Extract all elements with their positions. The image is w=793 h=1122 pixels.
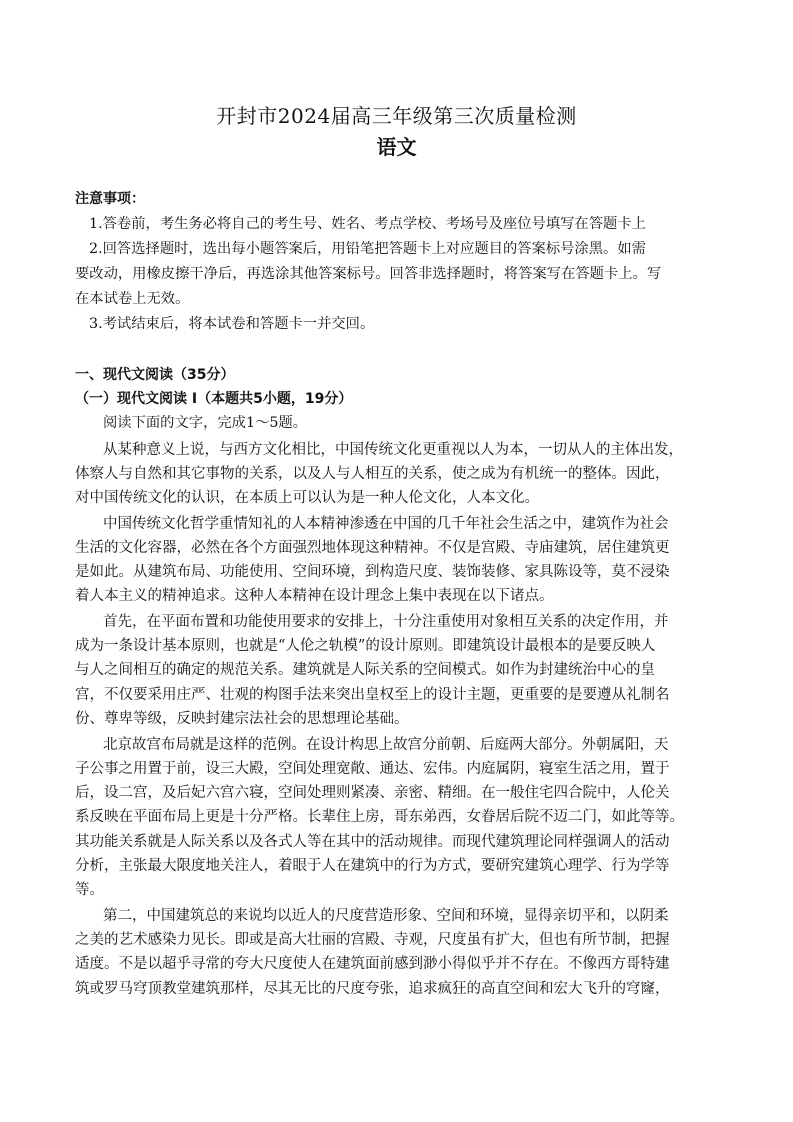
passage-line: 适度。不是以超乎寻常的夸大尺度使人在建筑面前感到渺小得似乎并不存在。不像西方哥特建 xyxy=(75,956,670,972)
notice-item-2-line-3: 在本试卷上无效。 xyxy=(75,291,190,307)
passage-line: 等。 xyxy=(75,882,104,898)
passage-line: 其功能关系就是人际关系以及各式人等在其中的活动规律。而现代建筑理论同样强调人的活动 xyxy=(75,834,670,850)
passage-line: 首先，在平面布置和功能使用要求的安排上，十分注重使用对象相互关系的决定作用，并 xyxy=(103,614,669,630)
passage-line: 体察人与自然和其它事物的关系，以及人与人相互的关系，使之成为有机统一的整体。因此， xyxy=(75,466,670,482)
reading-instruction: 阅读下面的文字，完成1～5题。 xyxy=(103,415,308,431)
passage-line: 对中国传统文化的认识，在本质上可以认为是一种人伦文化，人本文化。 xyxy=(75,490,539,506)
passage-line: 子公事之用置于前，设三大殿，空间处理宽敞、通达、宏伟。内庭属阴，寝室生活之用，置于 xyxy=(75,761,670,777)
passage-line: 中国传统文化哲学重情知礼的人本精神渗透在中国的几千年社会生活之中，建筑作为社会 xyxy=(103,516,669,532)
passage-line: 筑或罗马穹顶教堂建筑那样，尽其无比的尺度夸张，追求疯狂的高直空间和宏大飞升的穹窿， xyxy=(75,981,670,997)
passage-line: 份、尊卑等级，反映封建宗法社会的思想理论基础。 xyxy=(75,711,409,727)
passage-line: 着人本主义的精神追求。这种人本精神在设计理念上集中表现在以下诸点。 xyxy=(75,588,554,604)
notice-item-3: 3.考试结束后，将本试卷和答题卡一并交回。 xyxy=(89,316,375,332)
passage-line: 分析，主张最大限度地关注人，着眼于人在建筑中的行为方式，要研究建筑心理学、行为学等 xyxy=(75,858,670,874)
notice-item-1: 1.答卷前，考生务必将自己的考生号、姓名、考点学校、考场号及座位号填写在答题卡上 xyxy=(89,216,646,232)
passage-line: 宫，不仅要采用庄严、壮观的构图手法来突出皇权至上的设计主题，更重要的是要遵从礼制名 xyxy=(75,687,670,703)
passage-line: 第二，中国建筑总的来说均以近人的尺度营造形象、空间和环境，显得亲切平和，以阴柔 xyxy=(103,908,669,924)
notice-item-2-line-2: 要改动，用橡皮擦干净后，再选涂其他答案标号。回答非选择题时，将答案写在答题卡上。写 xyxy=(75,266,662,282)
passage-line: 系反映在平面布局上更是十分严格。长辈住上房，哥东弟西，女眷居后院不迈二门，如此等等。 xyxy=(75,809,684,825)
passage-line: 后，设二宫，及后妃六宫六寝，空间处理则紧凑、亲密、精细。在一般住宅四合院中，人伦关 xyxy=(75,785,670,801)
passage-line: 生活的文化容器，必然在各个方面强烈地体现这种精神。不仅是宫殿、寺庙建筑，居住建筑更 xyxy=(75,540,670,556)
subsection-heading: （一）现代文阅读 I（本题共5小题，19分） xyxy=(75,391,353,407)
section-heading: 一、现代文阅读（35分） xyxy=(75,367,235,383)
passage-line: 从某种意义上说，与西方文化相比，中国传统文化更重视以人为本，一切从人的主体出发， xyxy=(103,442,683,458)
notice-heading: 注意事项： xyxy=(75,191,145,207)
passage-line: 成为一条设计基本原则，也就是“人伦之轨模”的设计原则。即建筑设计最根本的是要反映人 xyxy=(75,638,656,654)
exam-title: 开封市2024届高三年级第三次质量检测 xyxy=(216,104,577,128)
subject-title: 语文 xyxy=(376,135,417,159)
passage-line: 之美的艺术感染力见长。即或是高大壮丽的宫殿、寺观，尺度虽有扩大，但也有所节制，把握 xyxy=(75,932,670,948)
passage-line: 北京故宫布局就是这样的范例。在设计构思上故宫分前朝、后庭两大部分。外朝属阳，天 xyxy=(103,737,669,753)
passage-line: 是如此。从建筑布局、功能使用、空间环境，到构造尺度、装饰装修、家具陈设等，莫不浸染 xyxy=(75,564,670,580)
passage-line: 与人之间相互的确定的规范关系。建筑就是人际关系的空间模式。如作为封建统治中心的皇 xyxy=(75,662,655,678)
notice-item-2-line-1: 2.回答选择题时，选出每小题答案后，用铅笔把答题卡上对应题目的答案标号涂黑。如需 xyxy=(89,241,646,257)
